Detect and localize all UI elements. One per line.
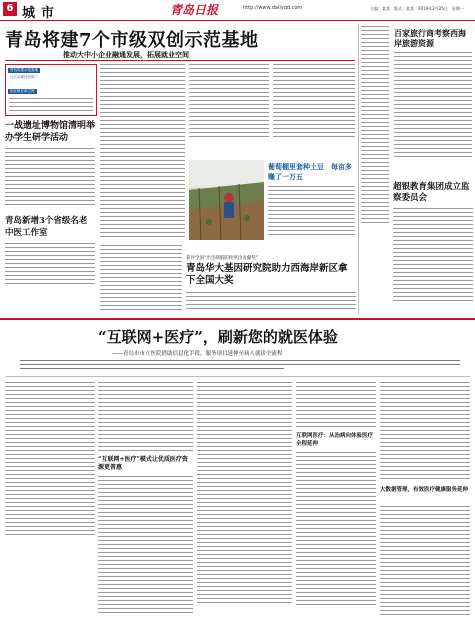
column-divider — [358, 24, 359, 314]
feature-col-5b — [380, 506, 470, 618]
sidebar-tag-3: 创业就业新空间 — [10, 89, 35, 93]
vineyard-photo — [189, 160, 264, 240]
feature-col-4 — [296, 382, 376, 430]
issue-meta: 主编：某某 版式：某某 2019年3月25日 星期一 — [370, 6, 464, 11]
feature-subhead-c: 大数据管理，有效医疗健康服务延伸 — [380, 487, 469, 493]
biotech-kicker: 获评全国“出生缺陷防控突出贡献奖” — [186, 256, 259, 261]
newspaper-logo: 青岛日报 — [170, 3, 219, 17]
feature-headline: “互联网+医疗”，刷新您的就医体验 — [98, 328, 338, 346]
feature-top-rule — [0, 318, 475, 320]
feature-col-3 — [197, 382, 292, 606]
biotech-body — [186, 292, 356, 312]
feature-col-1 — [5, 382, 95, 538]
tour-body — [394, 52, 472, 160]
lead-body-col-2 — [189, 64, 269, 140]
lead-body-col-1b — [100, 160, 185, 240]
feature-subhead-b: 互联网医疗：从治病向体验医疗全程延伸 — [296, 433, 374, 447]
lead-headline: 青岛将建7个市级双创示范基地 — [5, 30, 259, 51]
museum-body — [5, 148, 95, 208]
feature-col-2 — [98, 382, 193, 454]
biotech-headline: 青岛华大基因研究院助力西海岸新区拿下全国大奖 — [186, 263, 348, 286]
tcm-headline: 青岛新增3个省级名老中医工作室 — [5, 216, 88, 238]
feature-col-4b — [296, 452, 376, 608]
feature-subhead-a: “互联网+医疗”模式让优质医疗资源更普惠 — [98, 456, 188, 471]
lead-subhead: 推动大中小企业融通发展，拓展就业空间 — [63, 51, 189, 59]
lead-rule — [5, 60, 355, 61]
feature-intro-rule — [5, 376, 470, 377]
right-col-text-a — [361, 26, 389, 226]
feature-col-5 — [380, 382, 470, 482]
sidebar-tag-1: 青岛将建示范基地 — [10, 68, 38, 72]
feature-intro — [20, 360, 460, 372]
section-title: 城市 — [22, 6, 61, 21]
feature-col-2b — [98, 476, 193, 616]
tour-headline: 百家旅行商考察西海岸旅游资源 — [394, 28, 466, 48]
sidebar-tag-2: 社区治理经验推广 — [10, 75, 38, 79]
page-number: 6 — [3, 2, 17, 16]
museum-headline: 一战遗址博物馆清明举办学生研学活动 — [5, 121, 96, 143]
tcm-body — [5, 243, 95, 287]
photo-story-headline: 葡萄棚里套种土豆 每亩多赚了一万五 — [268, 162, 352, 181]
website-url[interactable]: http://www.dailyqd.com — [243, 5, 303, 11]
lead-body-col-3 — [273, 64, 355, 140]
sidebar-text — [9, 98, 93, 114]
edu-headline: 超银教育集团成立监察委员会 — [393, 182, 470, 203]
lead-body-col-1c — [100, 245, 182, 313]
lead-sidebar-box — [5, 64, 97, 116]
page-header — [0, 0, 475, 21]
photo-story-body — [268, 186, 355, 238]
feature-subhead: ——青岛市市立医院借助信息化手段，服务项目延伸至病人就诊全流程 — [112, 351, 283, 357]
edu-body — [393, 208, 473, 304]
